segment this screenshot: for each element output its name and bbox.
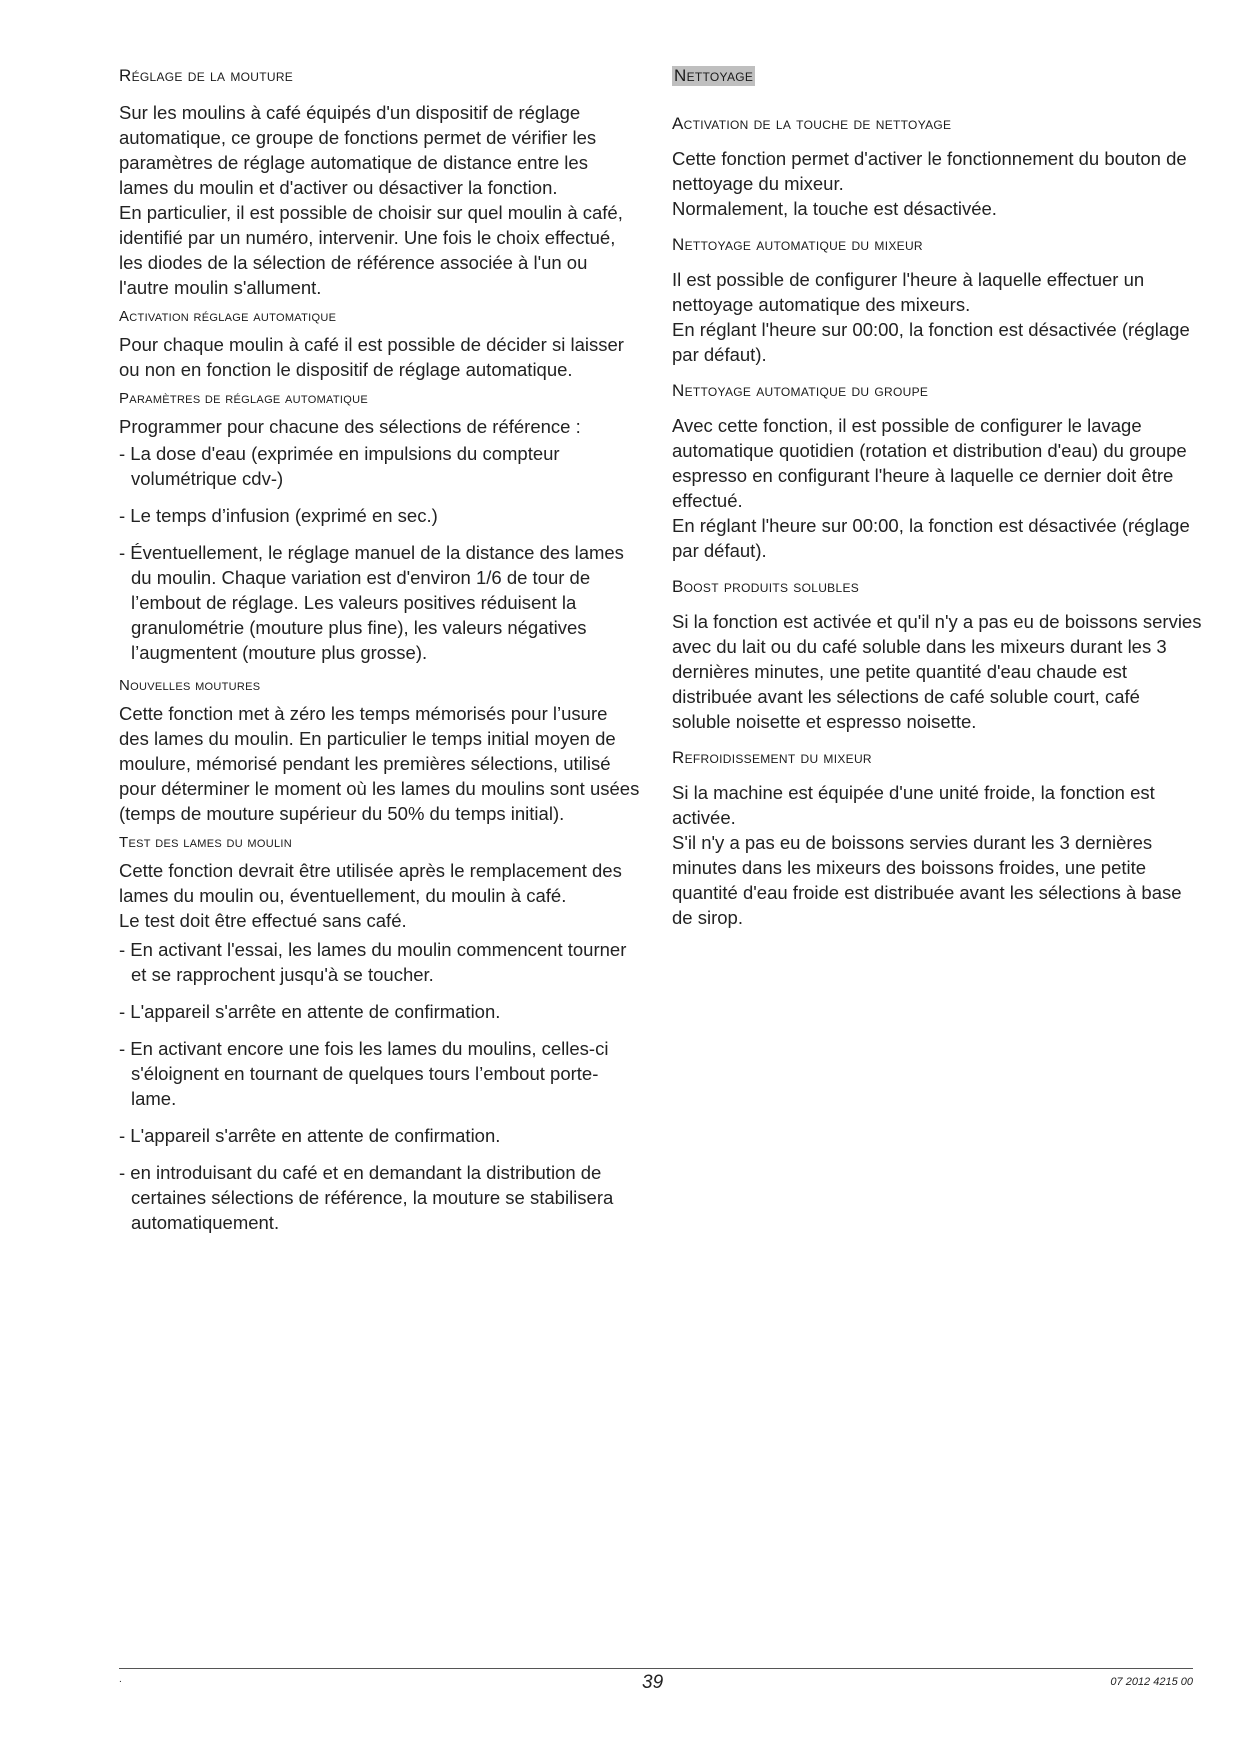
- paragraph: Il est possible de configurer l'heure à laquelle effectuer un nettoyage automatique des mixeurs.: [672, 269, 1145, 315]
- list-item: - L'appareil s'arrête en attente de confirmation.: [119, 1001, 501, 1022]
- paragraph: Le test doit être effectué sans café.: [119, 910, 407, 931]
- section-title-reglage-mouture: Réglage de la mouture: [119, 66, 294, 85]
- paragraph: Sur les moulins à café équipés d'un dispositif de réglage automatique, ce groupe de fonctions permet de vérifier les paramètres de réglage automatique de distance entre les lames du moulin et d'activer ou désactiver la fonction.: [119, 102, 597, 198]
- paragraph: Cette fonction permet d'activer le fonctionnement du bouton de nettoyage du mixeur.: [672, 148, 1187, 194]
- list-item: - En activant encore une fois les lames du moulins, celles-ci s'éloignent en tournant de quelques tours l’embout porte-lame.: [119, 1038, 609, 1109]
- subsection-title-boost-produits: Boost produits solubles: [672, 577, 860, 596]
- list-item: - Éventuellement, le réglage manuel de la distance des lames du moulin. Chaque variation est d'environ 1/6 de tour de l’embout de réglage. Les valeurs positives réduisent la granulométrie (mouture plus fine), les valeurs négatives l’augmentent (mouture plus grosse).: [119, 542, 624, 663]
- list-item: - L'appareil s'arrête en attente de confirmation.: [119, 1125, 501, 1146]
- document-code: 07 2012 4215 00: [1110, 1676, 1193, 1688]
- paragraph: S'il n'y a pas eu de boissons servies durant les 3 dernières minutes dans les mixeurs des boissons froides, une petite quantité d'eau froide est distribuée avant les sélections à base de sirop.: [672, 832, 1182, 928]
- paragraph: Si la machine est équipée d'une unité froide, la fonction est activée.: [672, 782, 1155, 828]
- paragraph: Cette fonction devrait être utilisée après le remplacement des lames du moulin ou, éventuellement, du moulin à café.: [119, 860, 622, 906]
- list-item: - La dose d'eau (exprimée en impulsions du compteur volumétrique cdv-): [119, 443, 560, 489]
- subsection-title-activation-reglage: Activation réglage automatique: [119, 308, 337, 325]
- subsection-title-refroidissement: Refroidissement du mixeur: [672, 748, 872, 767]
- footer-divider: [119, 1668, 1193, 1669]
- paragraph: Programmer pour chacune des sélections de référence :: [119, 416, 581, 437]
- left-column: [119, 66, 642, 1247]
- footer-dot: .: [119, 1674, 122, 1685]
- paragraph: Cette fonction met à zéro les temps mémorisés pour l’usure des lames du moulin. En particulier le temps initial moyen de moulure, mémorisé pendant les premières sélections, utilisé pour déterminer le moment où les lames du moulins sont usées (temps de mouture supérieur du 50% du temps initial).: [119, 703, 640, 824]
- list-item: - Le temps d’infusion (exprimé en sec.): [119, 505, 438, 526]
- subsection-title-nettoyage-mixeur: Nettoyage automatique du mixeur: [672, 235, 923, 254]
- paragraph: Normalement, la touche est désactivée.: [672, 198, 997, 219]
- paragraph: En réglant l'heure sur 00:00, la fonction est désactivée (réglage par défaut).: [672, 515, 1190, 561]
- list-item: - En activant l'essai, les lames du moulin commencent tourner et se rapprochent jusqu'à se toucher.: [119, 939, 627, 985]
- subsection-title-test-lames: Test des lames du moulin: [119, 834, 293, 851]
- paragraph: En réglant l'heure sur 00:00, la fonction est désactivée (réglage par défaut).: [672, 319, 1190, 365]
- paragraph: Si la fonction est activée et qu'il n'y a pas eu de boissons servies avec du lait ou du café soluble dans les mixeurs durant les 3 dernières minutes, une petite quantité d'eau chaude est distribuée avant les sélections de café soluble court, café soluble noisette et espresso noisette.: [672, 611, 1202, 732]
- paragraph: En particulier, il est possible de choisir sur quel moulin à café, identifié par un numéro, intervenir. Une fois le choix effectué, les diodes de la sélection de référence associée à l'un ou l'autre moulin s'allument.: [119, 202, 623, 298]
- right-column: [672, 66, 1202, 944]
- list-item: - en introduisant du café et en demandant la distribution de certaines sélections de référence, la mouture se stabilisera automatiquement.: [119, 1162, 614, 1233]
- subsection-title-parametres-reglage: Paramètres de réglage automatique: [119, 390, 368, 407]
- subsection-title-activation-touche: Activation de la touche de nettoyage: [672, 114, 952, 133]
- subsection-title-nettoyage-groupe: Nettoyage automatique du groupe: [672, 381, 929, 400]
- page-number: 39: [642, 1672, 664, 1693]
- section-title-nettoyage: Nettoyage: [674, 66, 754, 85]
- subsection-title-nouvelles-moutures: Nouvelles moutures: [119, 677, 261, 694]
- paragraph: Pour chaque moulin à café il est possible de décider si laisser ou non en fonction le dispositif de réglage automatique.: [119, 334, 624, 380]
- paragraph: Avec cette fonction, il est possible de configurer le lavage automatique quotidien (rotation et distribution d'eau) du groupe espresso en configurant l'heure à laquelle ce dernier doit être effectué.: [672, 415, 1187, 511]
